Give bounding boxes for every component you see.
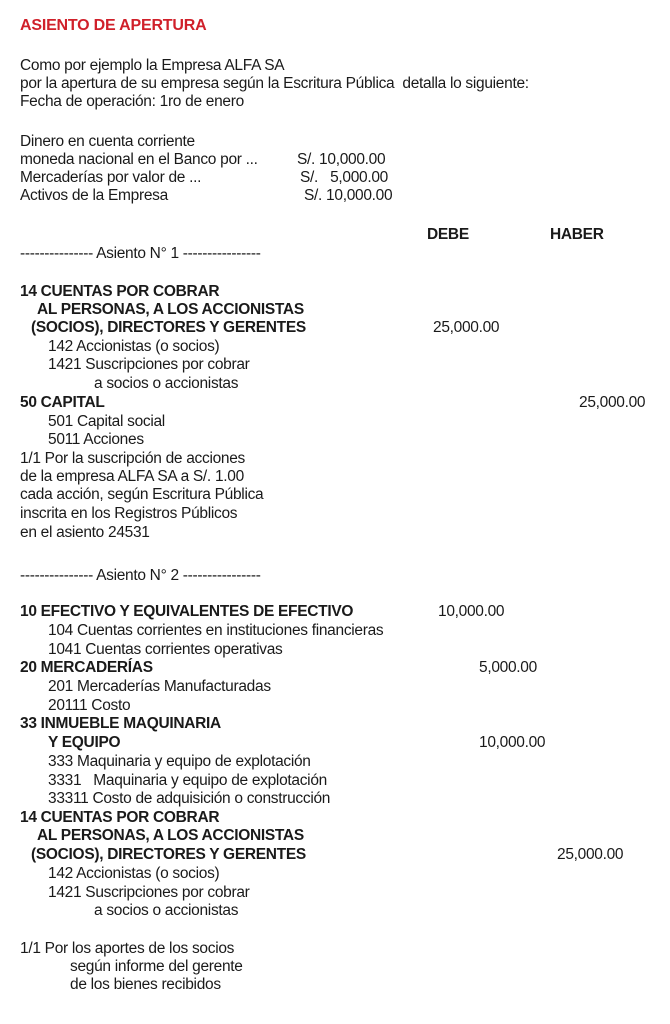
account-line: 333 Maquinaria y equipo de explotación: [48, 753, 311, 770]
intro-line: por la apertura de su empresa según la Escritura Pública detalla lo siguiente:: [20, 75, 529, 92]
debe-amount: 10,000.00: [479, 734, 546, 751]
account-line: 104 Cuentas corrientes en instituciones financieras: [48, 622, 384, 639]
account-line: 142 Accionistas (o socios): [48, 865, 220, 882]
account-heading: 14 CUENTAS POR COBRAR: [20, 809, 220, 826]
account-line: inscrita en los Registros Públicos: [20, 505, 238, 522]
account-heading: AL PERSONAS, A LOS ACCIONISTAS: [37, 827, 304, 844]
account-line: 3331 Maquinaria y equipo de explotación: [48, 772, 327, 789]
item-value: S/. 5,000.00: [300, 169, 389, 186]
account-line: 1/1 Por la suscripción de acciones: [20, 450, 246, 467]
intro-line: Como por ejemplo la Empresa ALFA SA: [20, 57, 285, 74]
account-line: 501 Capital social: [48, 413, 165, 430]
item-label: Dinero en cuenta corriente: [20, 133, 195, 150]
asiento-2-header: --------------- Asiento N° 2 ----------------: [20, 567, 261, 584]
account-heading: 10 EFECTIVO Y EQUIVALENTES DE EFECTIVO: [20, 603, 354, 620]
account-heading: 14 CUENTAS POR COBRAR: [20, 283, 220, 300]
account-line: 201 Mercaderías Manufacturadas: [48, 678, 271, 695]
account-heading: AL PERSONAS, A LOS ACCIONISTAS: [37, 301, 304, 318]
account-line: en el asiento 24531: [20, 524, 150, 541]
account-line: a socios o accionistas: [94, 375, 239, 392]
account-line: de los bienes recibidos: [70, 976, 221, 993]
account-line: 1421 Suscripciones por cobrar: [48, 356, 250, 373]
item-value: S/. 10,000.00: [304, 187, 393, 204]
account-line: 5011 Acciones: [48, 431, 144, 448]
debe-amount: 5,000.00: [479, 659, 537, 676]
account-line: según informe del gerente: [70, 958, 243, 975]
account-line: 33311 Costo de adquisición o construcción: [48, 790, 331, 807]
account-heading: 50 CAPITAL: [20, 394, 105, 411]
item-label: moneda nacional en el Banco por ...: [20, 151, 258, 168]
item-label: Mercaderías por valor de ...: [20, 169, 202, 186]
account-line: 142 Accionistas (o socios): [48, 338, 220, 355]
page-title: ASIENTO DE APERTURA: [20, 17, 207, 34]
item-label: Activos de la Empresa: [20, 187, 168, 204]
debe-column-header: DEBE: [427, 226, 469, 243]
debe-amount: 10,000.00: [438, 603, 505, 620]
debe-amount: 25,000.00: [433, 319, 500, 336]
haber-amount: 25,000.00: [579, 394, 646, 411]
haber-amount: 25,000.00: [557, 846, 624, 863]
item-value: S/. 10,000.00: [297, 151, 386, 168]
intro-line: Fecha de operación: 1ro de enero: [20, 93, 244, 110]
account-line: cada acción, según Escritura Pública: [20, 486, 264, 503]
account-line: 20111 Costo: [48, 697, 131, 714]
account-line: 1041 Cuentas corrientes operativas: [48, 641, 283, 658]
account-heading: 20 MERCADERÍAS: [20, 659, 153, 676]
account-line: 1/1 Por los aportes de los socios: [20, 940, 235, 957]
asiento-1-header: --------------- Asiento N° 1 ----------------: [20, 245, 261, 262]
account-heading: 33 INMUEBLE MAQUINARIA: [20, 715, 221, 732]
account-heading: (SOCIOS), DIRECTORES Y GERENTES: [31, 319, 306, 336]
account-line: a socios o accionistas: [94, 902, 239, 919]
haber-column-header: HABER: [550, 226, 604, 243]
account-heading: (SOCIOS), DIRECTORES Y GERENTES: [31, 846, 306, 863]
account-line: de la empresa ALFA SA a S/. 1.00: [20, 468, 244, 485]
account-line: 1421 Suscripciones por cobrar: [48, 884, 250, 901]
account-heading: Y EQUIPO: [48, 734, 121, 751]
